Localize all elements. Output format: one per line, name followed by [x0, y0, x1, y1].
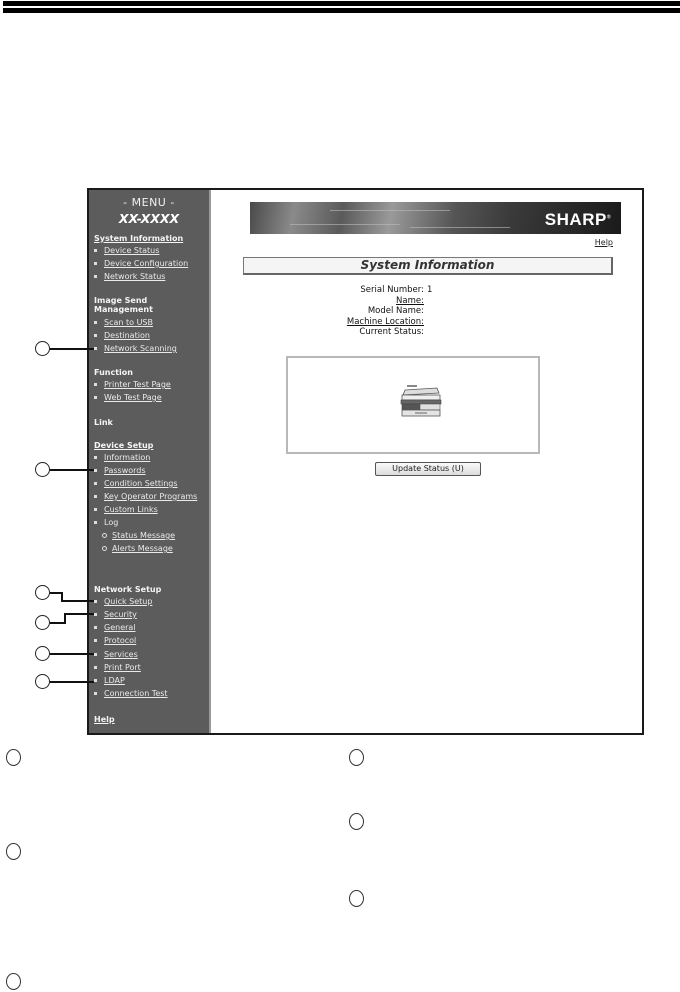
bullet-icon — [94, 347, 97, 350]
sidebar-item-key-operator-programs[interactable]: Key Operator Programs — [94, 492, 197, 501]
name-row[interactable]: Name: — [396, 295, 424, 306]
bullet-icon — [94, 626, 97, 629]
serial-number-value: 1 — [427, 285, 433, 295]
callout-marker — [35, 585, 50, 600]
sidebar-section-network-setup: Network Setup — [94, 585, 162, 594]
device-status-panel — [286, 356, 540, 454]
sidebar-section-device-setup[interactable]: Device Setup — [94, 441, 154, 450]
legend-marker — [349, 890, 364, 907]
callout-leader-line — [50, 469, 94, 471]
legend-marker — [349, 813, 364, 830]
sidebar-item-scan-to-usb[interactable]: Scan to USB — [94, 318, 153, 327]
banner-decoration — [410, 227, 510, 228]
circle-bullet-icon — [102, 533, 107, 538]
header-rule-bottom — [3, 8, 680, 13]
bullet-icon — [94, 456, 97, 459]
sidebar-item-device-status[interactable]: Device Status — [94, 246, 159, 255]
sidebar-subitem-status-message[interactable]: Status Message — [102, 531, 175, 540]
bullet-icon — [94, 482, 97, 485]
bullet-icon — [94, 653, 97, 656]
sidebar-item-protocol[interactable]: Protocol — [94, 636, 136, 645]
banner-decoration — [290, 224, 400, 225]
bullet-icon — [94, 495, 97, 498]
sidebar-item-ldap[interactable]: LDAP — [94, 676, 125, 685]
sidebar-item-information[interactable]: Information — [94, 453, 150, 462]
sidebar-menu — [89, 190, 211, 733]
legend-marker — [6, 973, 21, 990]
help-link[interactable]: Help — [594, 238, 613, 247]
callout-marker — [35, 462, 50, 477]
bullet-icon — [94, 396, 97, 399]
callout-leader-line — [50, 681, 94, 683]
bullet-icon — [94, 692, 97, 695]
sidebar-item-connection-test[interactable]: Connection Test — [94, 689, 168, 698]
sidebar-section-image-send-line1: Image Send — [94, 296, 148, 305]
sidebar-item-network-status[interactable]: Network Status — [94, 272, 165, 281]
bullet-icon — [94, 508, 97, 511]
model-name-row: Model Name: — [367, 306, 424, 316]
sidebar-item-custom-links[interactable]: Custom Links — [94, 505, 158, 514]
sidebar-item-condition-settings[interactable]: Condition Settings — [94, 479, 178, 488]
legend-marker — [349, 749, 364, 766]
callout-leader-line — [50, 348, 94, 350]
sidebar-item-passwords[interactable]: Passwords — [94, 466, 146, 475]
header-rule-top — [3, 1, 680, 6]
bullet-icon — [94, 679, 97, 682]
bullet-icon — [94, 321, 97, 324]
callout-marker — [35, 646, 50, 661]
sidebar-item-print-port[interactable]: Print Port — [94, 663, 141, 672]
update-status-button[interactable]: Update Status (U) — [375, 462, 481, 476]
copier-icon — [399, 384, 444, 418]
legend-marker — [6, 843, 21, 860]
sidebar-section-image-send-line2: Management — [94, 305, 153, 314]
bullet-icon — [94, 334, 97, 337]
sidebar-section-system-information[interactable]: System Information — [94, 234, 184, 243]
sharp-banner — [250, 202, 621, 234]
sidebar-item-web-test-page[interactable]: Web Test Page — [94, 393, 162, 402]
sidebar-item-services[interactable]: Services — [94, 650, 138, 659]
bullet-icon — [94, 262, 97, 265]
bullet-icon — [94, 275, 97, 278]
sidebar-item-printer-test-page[interactable]: Printer Test Page — [94, 380, 171, 389]
callout-marker — [35, 674, 50, 689]
bullet-icon — [94, 383, 97, 386]
sidebar-item-quick-setup[interactable]: Quick Setup — [94, 597, 152, 606]
machine-location-row[interactable]: Machine Location: — [346, 316, 424, 327]
banner-decoration — [330, 210, 450, 211]
sharp-logo: SHARP® — [544, 210, 611, 229]
sidebar-item-network-scanning[interactable]: Network Scanning — [94, 344, 177, 353]
callout-leader-line — [61, 600, 94, 602]
bullet-icon — [94, 666, 97, 669]
legend-marker — [6, 749, 21, 766]
bullet-icon — [94, 521, 97, 524]
current-status-row: Current Status: — [359, 327, 424, 337]
sidebar-subitem-alerts-message[interactable]: Alerts Message — [102, 544, 173, 553]
bullet-icon — [94, 639, 97, 642]
bullet-icon — [94, 469, 97, 472]
serial-number-row: Serial Number: 1 — [360, 285, 433, 295]
callout-leader-line — [64, 613, 94, 615]
bullet-icon — [94, 600, 97, 603]
browser-page-frame — [87, 188, 644, 735]
callout-marker — [35, 341, 50, 356]
sidebar-item-log: Log — [94, 518, 118, 527]
model-name: XX-XXXX — [118, 211, 180, 226]
menu-title: - MENU - — [123, 196, 175, 209]
circle-bullet-icon — [102, 546, 107, 551]
sidebar-section-function: Function — [94, 368, 133, 377]
callout-leader-line — [50, 653, 94, 655]
system-info-list — [274, 285, 433, 338]
sidebar-section-link[interactable]: Link — [94, 418, 113, 427]
page-title: System Information — [243, 257, 613, 275]
bullet-icon — [94, 613, 97, 616]
callout-marker — [35, 615, 50, 630]
sidebar-item-device-configuration[interactable]: Device Configuration — [94, 259, 188, 268]
sidebar-item-security[interactable]: Security — [94, 610, 137, 619]
bullet-icon — [94, 249, 97, 252]
sidebar-help-link[interactable]: Help — [94, 715, 115, 724]
sidebar-item-general[interactable]: General — [94, 623, 136, 632]
sidebar-item-destination[interactable]: Destination — [94, 331, 150, 340]
